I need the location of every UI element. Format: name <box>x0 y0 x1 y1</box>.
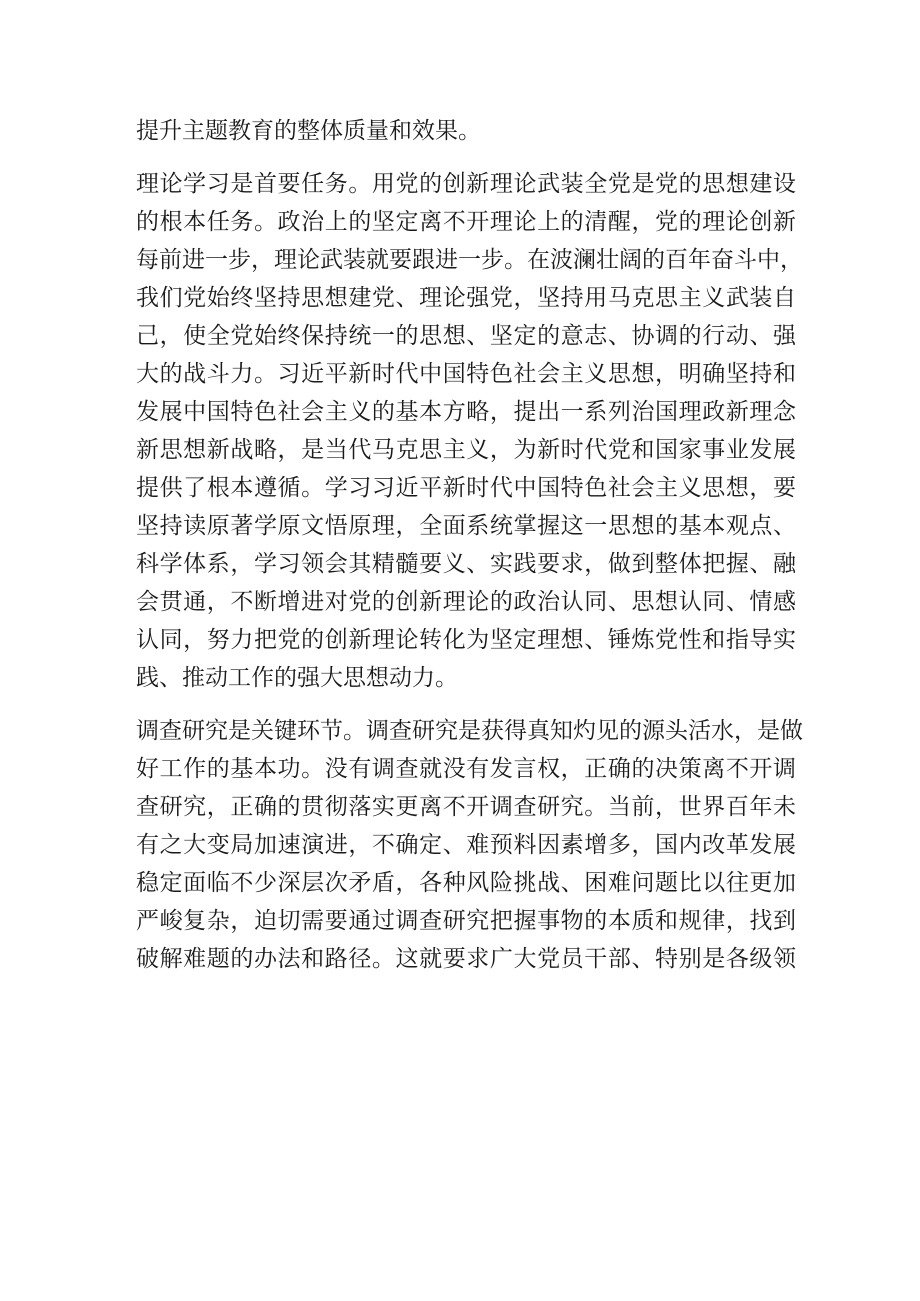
text-line: 的根本任务。政治上的坚定离不开理论上的清醒，党的理论创新 <box>136 209 796 235</box>
text-line: 会贯通，不断增进对党的创新理论的政治认同、思想认同、情感 <box>136 589 796 615</box>
text-line: 严峻复杂，迫切需要通过调查研究把握事物的本质和规律，找到 <box>136 908 796 934</box>
paragraph-spacing <box>136 697 796 712</box>
text-line: 好工作的基本功。没有调查就没有发言权，正确的决策离不开调 <box>136 756 796 782</box>
text-line: 己，使全党始终保持统一的思想、坚定的意志、协调的行动、强 <box>136 323 796 349</box>
text-line: 科学体系，学习领会其精髓要义、实践要求，做到整体把握、融 <box>136 551 796 577</box>
text-line: 理论学习是首要任务。用党的创新理论武装全党是党的思想建设 <box>136 171 796 197</box>
text-line: 提供了根本遵循。学习习近平新时代中国特色社会主义思想，要 <box>136 475 796 501</box>
text-line: 新思想新战略，是当代马克思主义，为新时代党和国家事业发展 <box>136 437 796 463</box>
text-line: 大的战斗力。习近平新时代中国特色社会主义思想，明确坚持和 <box>136 361 796 387</box>
text-line: 查研究，正确的贯彻落实更离不开调查研究。当前，世界百年未 <box>136 794 796 820</box>
text-line: 认同，努力把党的创新理论转化为坚定理想、锤炼党性和指导实 <box>136 627 796 653</box>
paragraph-spacing <box>136 150 796 165</box>
text-line: 我们党始终坚持思想建党、理论强党，坚持用马克思主义武装自 <box>136 285 796 311</box>
text-line: 践、推动工作的强大思想动力。 <box>136 665 458 691</box>
text-line: 坚持读原著学原文悟原理，全面系统掌握这一思想的基本观点、 <box>136 513 796 539</box>
text-line: 每前进一步，理论武装就要跟进一步。在波澜壮阔的百年奋斗中， <box>136 247 803 273</box>
text-line: 破解难题的办法和路径。这就要求广大党员干部、特别是各级领 <box>136 946 796 972</box>
paragraph <box>136 712 803 978</box>
text-line: 有之大变局加速演进，不确定、难预料因素增多，国内改革发展 <box>136 832 796 858</box>
text-line: 发展中国特色社会主义的基本方略，提出一系列治国理政新理念 <box>136 399 796 425</box>
paragraph <box>136 112 796 150</box>
document-body <box>136 112 803 978</box>
text-line: 调查研究是关键环节。调查研究是获得真知灼见的源头活水，是做 <box>136 718 803 744</box>
paragraph <box>136 165 803 697</box>
text-line: 提升主题教育的整体质量和效果。 <box>136 118 481 144</box>
text-line: 稳定面临不少深层次矛盾，各种风险挑战、困难问题比以往更加 <box>136 870 796 896</box>
